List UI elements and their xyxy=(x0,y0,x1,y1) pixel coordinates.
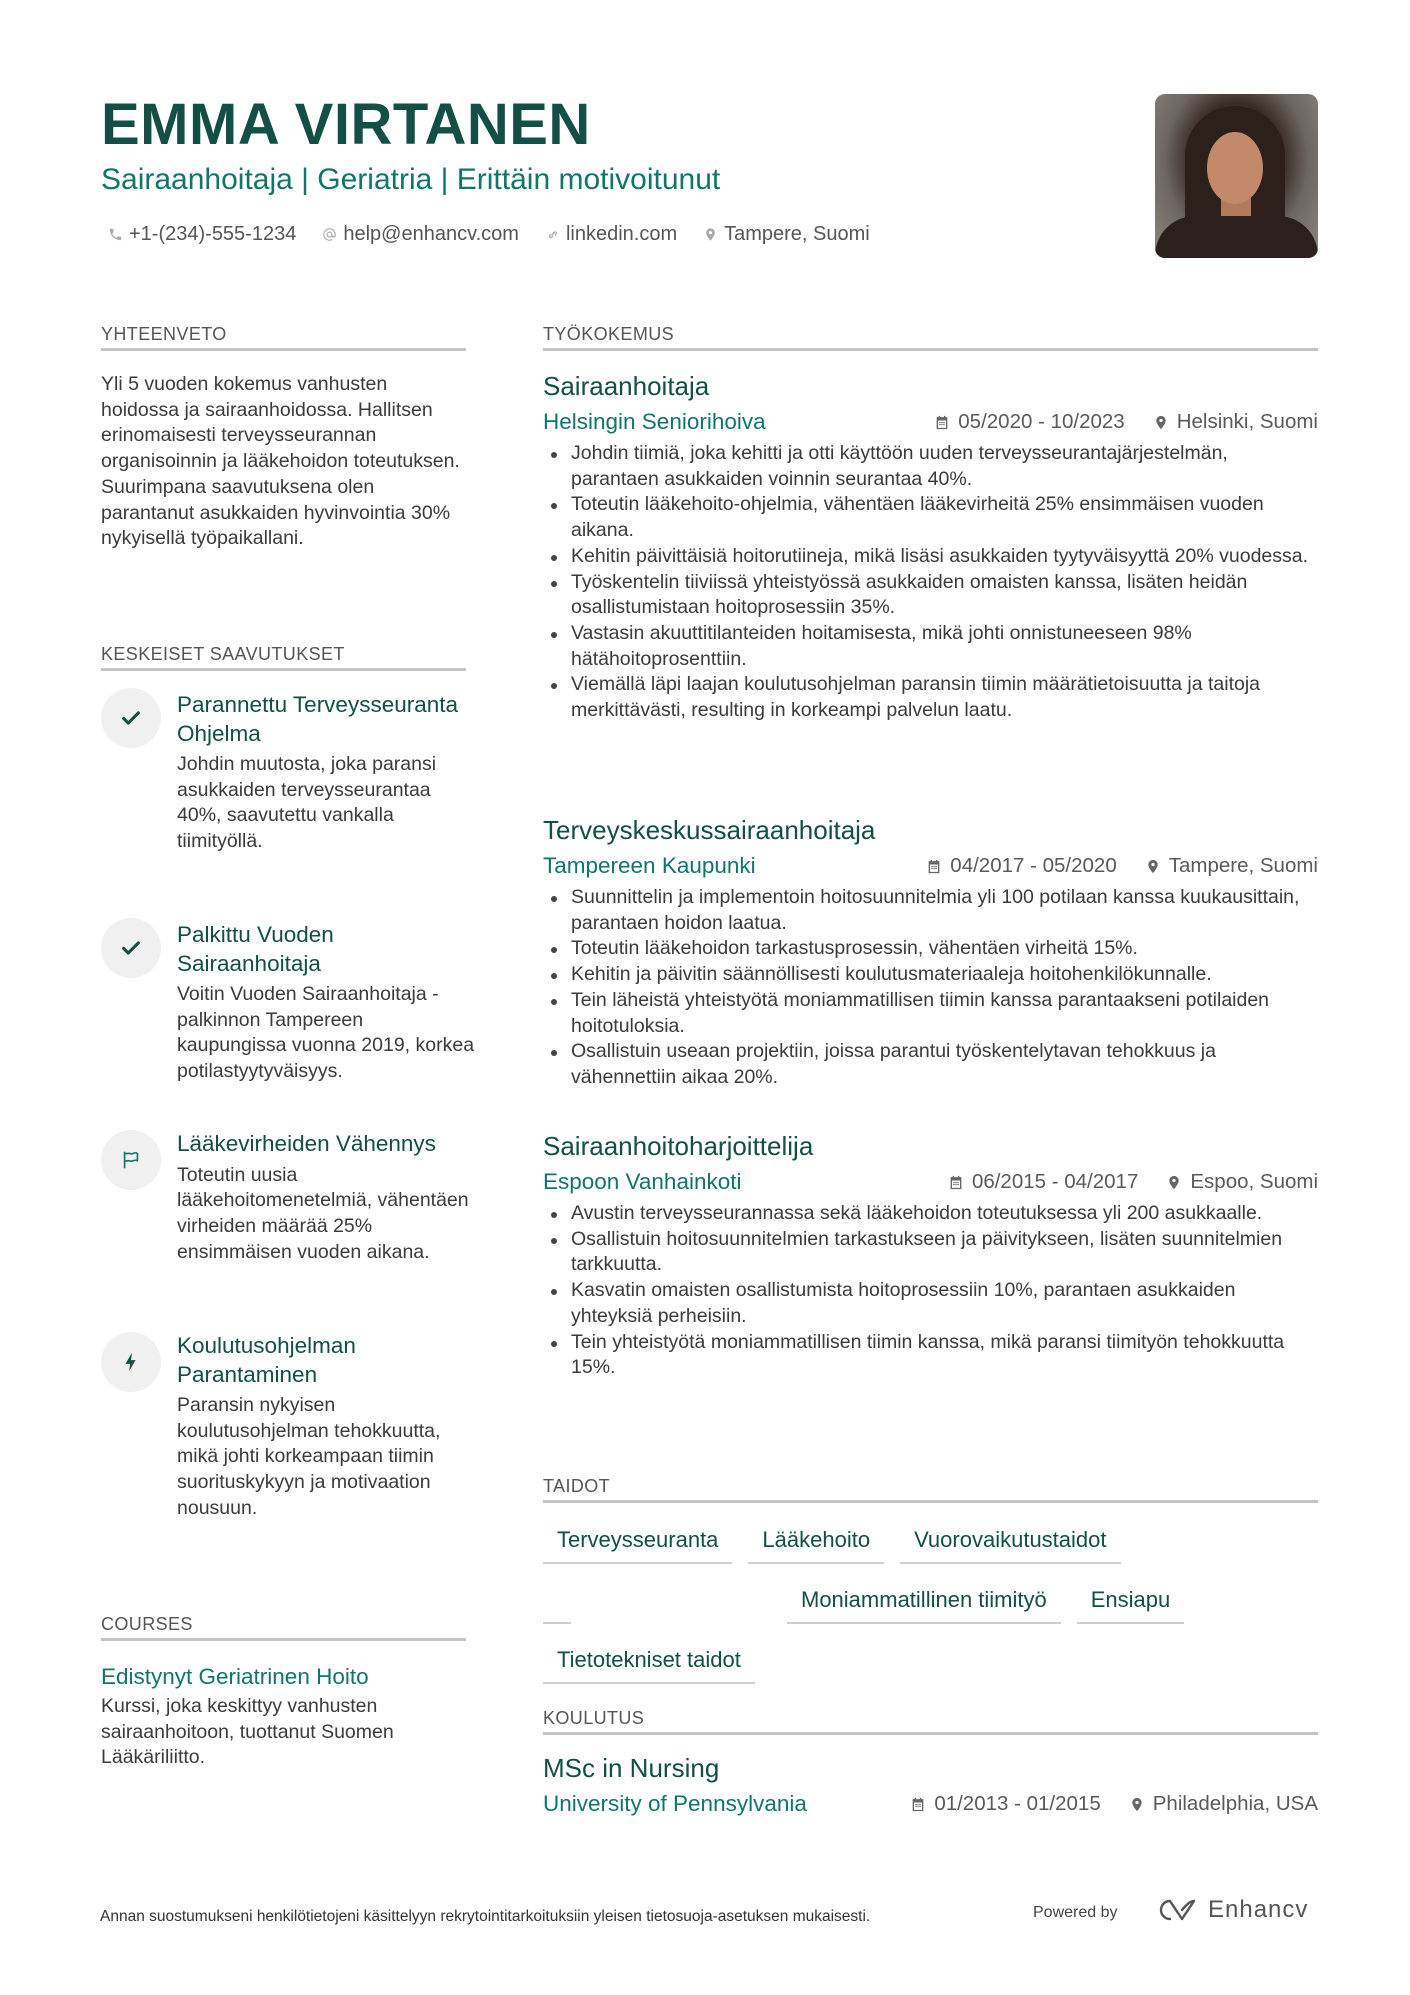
contact-linkedin[interactable] xyxy=(545,220,677,248)
summary-divider xyxy=(101,348,466,351)
location-text: Tampere, Suomi xyxy=(724,223,870,245)
job-company: Helsingin Seniorihoiva xyxy=(543,409,766,434)
bullet-item: Viemällä läpi laajan koulutusohjelman paransin tiimin määrätietoisuutta ja taitoja merkittävästi, resulting in korkeampi palvelun laatu. xyxy=(543,672,1318,723)
education-heading: KOULUTUS xyxy=(543,1708,645,1728)
bullet-item: Kehitin päivittäisiä hoitorutiineja, mikä lisäsi asukkaiden tyytyväisyyttä 20% vuodessa. xyxy=(543,544,1318,570)
job-location: Tampere, Suomi xyxy=(1168,854,1318,877)
phone-icon xyxy=(108,227,123,242)
skills-list xyxy=(543,1520,1323,1684)
calendar-icon xyxy=(926,858,942,875)
calendar-icon xyxy=(948,1174,964,1191)
skill-spacer xyxy=(543,1580,571,1624)
calendar-icon xyxy=(910,1796,926,1813)
job-bullets xyxy=(543,441,1318,724)
bullet-item: Tein yhteistyötä moniammatillisen tiimin kanssa, mikä paransi tiimityön tehokkuutta 15%. xyxy=(543,1330,1318,1381)
course-description: Kurssi, joka keskittyy vanhusten sairaanhoitoon, tuottanut Suomen Lääkäriliitto. xyxy=(101,1695,394,1769)
degree-title: MSc in Nursing xyxy=(543,1753,720,1783)
bullet-item: Vastasin akuuttitilanteiden hoitamisesta, mikä johti onnistuneeseen 98% hätähoitoprosenttiin. xyxy=(543,621,1318,672)
location-pin-icon xyxy=(1145,858,1161,875)
job-dates: 04/2017 - 05/2020 xyxy=(950,854,1117,877)
link-icon xyxy=(545,227,560,242)
job-entry xyxy=(543,814,1318,1091)
course-title: Edistynyt Geriatrinen Hoito xyxy=(101,1664,369,1689)
course-item xyxy=(101,1662,471,1771)
profile-photo xyxy=(1155,94,1318,258)
job-company: Espoon Vanhainkoti xyxy=(543,1169,742,1194)
job-entry xyxy=(543,1130,1318,1381)
job-title: Sairaanhoitoharjoittelija xyxy=(543,1131,814,1161)
bullet-item: Tein läheistä yhteistyötä moniammatillisen tiimin kanssa parantaakseni potilaiden hoitotuloksia. xyxy=(543,988,1318,1039)
brand-name: Enhancv xyxy=(1208,1896,1309,1923)
summary-text: Yli 5 vuoden kokemus vanhusten hoidossa ja sairaanhoidossa. Hallitsen erinomaisesti terveysseurannan organisoinnin ja lääkehoidon toteutuksen. Suurimpana saavutuksena olen parantanut asukkaiden hyvinvointia 30% nykyisellä työpaikallani. xyxy=(101,373,460,550)
skill-tag: Ensiapu xyxy=(1077,1580,1185,1624)
enhancv-logo[interactable] xyxy=(1152,1896,1308,1924)
email-text: help@enhancv.com xyxy=(343,223,519,245)
education-dates: 01/2013 - 01/2015 xyxy=(934,1792,1101,1815)
skill-tag: Moniammatillinen tiimityö xyxy=(787,1580,1061,1624)
job-title: Terveyskeskussairaanhoitaja xyxy=(543,815,876,845)
skills-heading: TAIDOT xyxy=(543,1476,611,1496)
job-bullets xyxy=(543,885,1318,1091)
achievements-divider xyxy=(101,668,466,671)
skill-tag: Terveysseuranta xyxy=(543,1520,732,1564)
candidate-subtitle: Sairaanhoitaja | Geriatria | Erittäin motivoitunut xyxy=(101,163,721,196)
calendar-icon xyxy=(934,414,950,431)
gdpr-consent-note: Annan suostumukseni henkilötietojeni käsittelyyn rekrytointitarkoituksiin yleisen tietosuoja-asetuksen mukaisesti. xyxy=(100,1908,871,1925)
location-pin-icon xyxy=(1129,1796,1145,1813)
job-title: Sairaanhoitaja xyxy=(543,371,710,401)
skill-tag: Tietotekniset taidot xyxy=(543,1640,755,1684)
contact-email[interactable] xyxy=(322,220,519,248)
education-divider xyxy=(543,1732,1318,1735)
courses-divider xyxy=(101,1638,466,1641)
experience-divider xyxy=(543,348,1318,351)
bullet-item: Kasvatin omaisten osallistumista hoitoprosessiin 10%, parantaen asukkaiden yhteyksiä perheisiin. xyxy=(543,1278,1318,1329)
education-entry xyxy=(543,1752,1318,1819)
job-entry xyxy=(543,370,1318,724)
bullet-item: Kehitin ja päivitin säännöllisesti koulutusmateriaaleja hoitohenkilökunnalle. xyxy=(543,962,1318,988)
bullet-item: Toteutin lääkehoidon tarkastusprosessin, vähentäen virheitä 15%. xyxy=(543,936,1318,962)
education-location: Philadelphia, USA xyxy=(1152,1792,1318,1815)
courses-heading: COURSES xyxy=(101,1614,193,1634)
flag-icon xyxy=(120,1149,142,1171)
location-pin-icon xyxy=(1166,1174,1182,1191)
achievement-description: Voitin Vuoden Sairaanhoitaja -palkinnon Tampereen kaupungissa vuonna 2019, korkea potilastyytyväisyys. xyxy=(177,983,475,1083)
lightning-bolt-icon xyxy=(120,1351,142,1373)
bullet-item: Toteutin lääkehoito-ohjelmia, vähentäen lääkevirheitä 25% ensimmäisen vuoden aikana. xyxy=(543,492,1318,543)
achievement-description: Toteutin uusia lääkehoitomenetelmiä, vähentäen virheiden määrää 25% ensimmäisen vuoden aikana. xyxy=(177,1163,469,1263)
job-dates: 06/2015 - 04/2017 xyxy=(971,1170,1139,1193)
powered-by-label: Powered by xyxy=(1033,1904,1118,1921)
checkmark-icon xyxy=(120,707,142,729)
location-pin-icon xyxy=(1153,414,1169,431)
linkedin-text: linkedin.com xyxy=(565,223,678,245)
achievement-title: Lääkevirheiden Vähennys xyxy=(177,1131,436,1156)
bullet-item: Suunnittelin ja implementoin hoitosuunnitelmia yli 100 potilaan kanssa kuukausittain, parantaen hoidon laatua. xyxy=(543,885,1318,936)
location-pin-icon xyxy=(703,227,718,242)
contact-phone[interactable] xyxy=(108,220,296,248)
job-dates: 05/2020 - 10/2023 xyxy=(958,410,1125,433)
job-location: Helsinki, Suomi xyxy=(1176,410,1318,433)
checkmark-icon xyxy=(120,937,142,959)
enhancv-logo-icon xyxy=(1152,1897,1198,1923)
bullet-item: Johdin tiimiä, joka kehitti ja otti käyttöön uuden terveysseurantajärjestelmän, parantaen asukkaiden voinnin seurantaa 40%. xyxy=(543,441,1318,492)
skills-divider xyxy=(543,1500,1318,1503)
school-name: University of Pennsylvania xyxy=(543,1791,807,1816)
achievements-heading: KESKEISET SAAVUTUKSET xyxy=(101,644,345,664)
phone-text: +1-(234)-555-1234 xyxy=(129,223,297,245)
candidate-name: EMMA VIRTANEN xyxy=(101,92,591,157)
skill-tag: Lääkehoito xyxy=(748,1520,884,1564)
job-location: Espoo, Suomi xyxy=(1190,1170,1318,1193)
summary-heading: YHTEENVETO xyxy=(101,324,227,344)
contact-location xyxy=(703,220,870,248)
bullet-item: Osallistuin useaan projektiin, joissa parantui työskentelytavan tehokkuus ja vähennettiin aikaa 20%. xyxy=(543,1039,1318,1090)
achievement-description: Johdin muutosta, joka paransi asukkaiden terveysseurantaa 40%, saavutettu vankalla tiimityöllä. xyxy=(177,753,437,853)
achievement-title: Parannettu Terveysseuranta Ohjelma xyxy=(177,692,459,746)
bullet-item: Avustin terveysseurannassa sekä lääkehoidon toteutuksessa yli 200 asukkaalle. xyxy=(543,1201,1318,1227)
job-bullets xyxy=(543,1201,1318,1381)
achievement-description: Paransin nykyisen koulutusohjelman tehokkuutta, mikä johti korkeampaan tiimin suorituskykyyn ja motivaation nousuun. xyxy=(177,1394,441,1519)
job-company: Tampereen Kaupunki xyxy=(543,853,756,878)
achievement-title: Palkittu Vuoden Sairaanhoitaja xyxy=(177,922,334,976)
skill-tag: Vuorovaikutustaidot xyxy=(900,1520,1120,1564)
contact-bar xyxy=(108,220,870,248)
bullet-item: Osallistuin hoitosuunnitelmien tarkastukseen ja päivitykseen, lisäten suunnitelmien tarkkuutta. xyxy=(543,1227,1318,1278)
experience-heading: TYÖKOKEMUS xyxy=(543,324,675,344)
achievement-title: Koulutusohjelman Parantaminen xyxy=(177,1333,356,1387)
bullet-item: Työskentelin tiiviissä yhteistyössä asukkaiden omaisten kanssa, lisäten heidän osallistumistaan hoitoprosessiin 35%. xyxy=(543,570,1318,621)
at-icon xyxy=(322,227,337,242)
